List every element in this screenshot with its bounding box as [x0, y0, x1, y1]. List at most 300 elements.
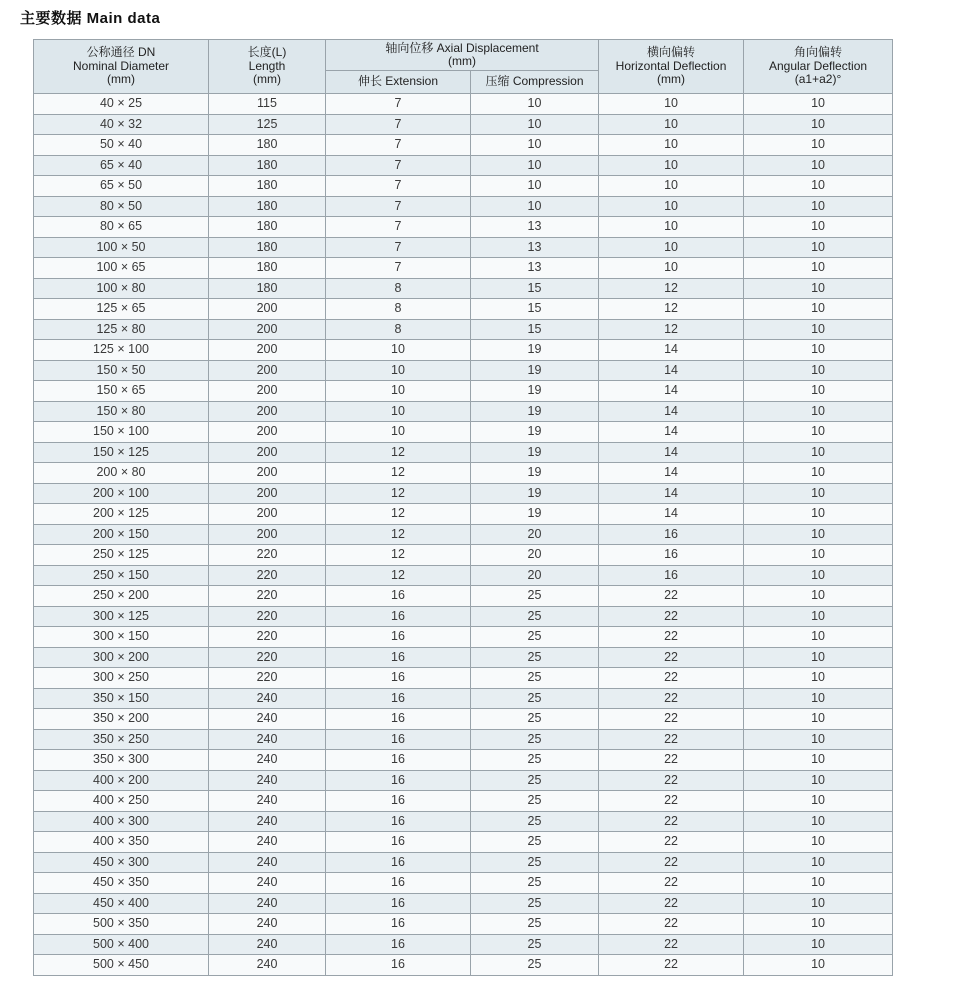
table-cell: 12 [326, 483, 471, 504]
table-row [34, 606, 893, 627]
table-cell: 16 [326, 709, 471, 730]
table-cell: 10 [744, 545, 893, 566]
header-angular-deflection-zh: 角向偏转 [794, 45, 843, 60]
table-cell: 10 [744, 606, 893, 627]
table-cell: 50 × 40 [34, 135, 209, 156]
table-cell: 10 [744, 463, 893, 484]
table-row [34, 258, 893, 279]
table-cell: 22 [599, 832, 744, 853]
table-cell: 19 [471, 463, 599, 484]
table-cell: 240 [209, 934, 326, 955]
table-cell: 22 [599, 873, 744, 894]
table-cell: 25 [471, 934, 599, 955]
table-cell: 25 [471, 750, 599, 771]
table-cell: 400 × 250 [34, 791, 209, 812]
table-cell: 14 [599, 463, 744, 484]
table-cell: 15 [471, 319, 599, 340]
table-cell: 240 [209, 688, 326, 709]
table-cell: 220 [209, 565, 326, 586]
table-row [34, 463, 893, 484]
table-cell: 10 [744, 176, 893, 197]
table-cell: 10 [744, 668, 893, 689]
table-row [34, 196, 893, 217]
table-cell: 7 [326, 94, 471, 115]
table-cell: 10 [744, 914, 893, 935]
header-horizontal-deflection-zh: 横向偏转 [647, 45, 696, 60]
header-axial-displacement-group [326, 40, 599, 71]
header-nominal-diameter-en: Nominal Diameter [72, 58, 170, 73]
table-cell: 220 [209, 586, 326, 607]
table-cell: 65 × 40 [34, 155, 209, 176]
table-cell: 7 [326, 114, 471, 135]
table-cell: 16 [326, 934, 471, 955]
table-cell: 16 [326, 893, 471, 914]
table-cell: 13 [471, 258, 599, 279]
table-row [34, 176, 893, 197]
table-cell: 300 × 150 [34, 627, 209, 648]
header-nominal-diameter-zh: 公称通径 DN [86, 45, 156, 60]
table-cell: 8 [326, 278, 471, 299]
table-row [34, 565, 893, 586]
table-cell: 10 [744, 688, 893, 709]
table-cell: 25 [471, 955, 599, 976]
table-cell: 100 × 65 [34, 258, 209, 279]
table-cell: 10 [599, 258, 744, 279]
table-header [34, 40, 893, 94]
table-cell: 10 [326, 340, 471, 361]
table-cell: 10 [744, 791, 893, 812]
table-cell: 20 [471, 545, 599, 566]
table-cell: 100 × 80 [34, 278, 209, 299]
table-cell: 7 [326, 217, 471, 238]
table-cell: 125 × 65 [34, 299, 209, 320]
table-row [34, 442, 893, 463]
table-cell: 16 [599, 565, 744, 586]
table-cell: 15 [471, 299, 599, 320]
table-cell: 16 [326, 873, 471, 894]
table-row [34, 381, 893, 402]
table-row [34, 934, 893, 955]
table-cell: 22 [599, 914, 744, 935]
table-cell: 200 [209, 299, 326, 320]
table-cell: 10 [471, 176, 599, 197]
header-extension: 伸长 Extension [326, 71, 471, 94]
table-cell: 10 [744, 442, 893, 463]
header-length-zh: 长度(L) [247, 45, 287, 60]
table-cell: 7 [326, 196, 471, 217]
header-angular-deflection-en: Angular Deflection [768, 58, 868, 73]
table-cell: 10 [471, 196, 599, 217]
table-cell: 10 [744, 401, 893, 422]
table-cell: 25 [471, 832, 599, 853]
table-cell: 150 × 125 [34, 442, 209, 463]
table-cell: 10 [599, 114, 744, 135]
table-cell: 10 [744, 381, 893, 402]
table-cell: 250 × 150 [34, 565, 209, 586]
table-cell: 10 [744, 873, 893, 894]
table-cell: 10 [744, 750, 893, 771]
table-row [34, 545, 893, 566]
table-cell: 14 [599, 483, 744, 504]
table-cell: 450 × 400 [34, 893, 209, 914]
table-cell: 22 [599, 955, 744, 976]
table-cell: 10 [744, 524, 893, 545]
table-cell: 19 [471, 401, 599, 422]
table-cell: 16 [599, 545, 744, 566]
table-cell: 125 [209, 114, 326, 135]
table-cell: 10 [744, 729, 893, 750]
header-length [209, 40, 326, 94]
table-cell: 7 [326, 237, 471, 258]
table-cell: 13 [471, 217, 599, 238]
table-cell: 180 [209, 196, 326, 217]
table-cell: 7 [326, 135, 471, 156]
table-cell: 10 [326, 422, 471, 443]
table-cell: 200 [209, 401, 326, 422]
table-cell: 200 [209, 463, 326, 484]
table-cell: 300 × 250 [34, 668, 209, 689]
table-cell: 10 [599, 176, 744, 197]
table-cell: 16 [326, 811, 471, 832]
main-data-table [33, 39, 893, 976]
table-row [34, 647, 893, 668]
table-cell: 220 [209, 627, 326, 648]
table-cell: 16 [326, 688, 471, 709]
table-cell: 13 [471, 237, 599, 258]
header-nominal-diameter [34, 40, 209, 94]
table-cell: 10 [744, 237, 893, 258]
table-cell: 22 [599, 606, 744, 627]
table-cell: 240 [209, 750, 326, 771]
table-row [34, 401, 893, 422]
table-cell: 450 × 350 [34, 873, 209, 894]
table-cell: 12 [326, 524, 471, 545]
table-cell: 10 [599, 196, 744, 217]
table-row [34, 94, 893, 115]
table-cell: 14 [599, 442, 744, 463]
table-cell: 8 [326, 319, 471, 340]
table-cell: 240 [209, 770, 326, 791]
table-cell: 12 [599, 299, 744, 320]
table-cell: 16 [326, 729, 471, 750]
table-cell: 25 [471, 729, 599, 750]
table-row [34, 524, 893, 545]
table-cell: 16 [326, 791, 471, 812]
table-row [34, 811, 893, 832]
table-row [34, 729, 893, 750]
table-cell: 12 [326, 504, 471, 525]
table-cell: 10 [471, 135, 599, 156]
table-cell: 220 [209, 545, 326, 566]
table-cell: 22 [599, 627, 744, 648]
table-cell: 10 [599, 237, 744, 258]
header-axial-displacement-label: 轴向位移 Axial Displacement [385, 40, 539, 55]
table-cell: 25 [471, 811, 599, 832]
table-cell: 400 × 350 [34, 832, 209, 853]
table-cell: 10 [744, 258, 893, 279]
table-cell: 16 [326, 955, 471, 976]
table-cell: 16 [326, 606, 471, 627]
table-cell: 15 [471, 278, 599, 299]
table-row [34, 586, 893, 607]
table-cell: 65 × 50 [34, 176, 209, 197]
table-row [34, 155, 893, 176]
table-cell: 200 × 125 [34, 504, 209, 525]
table-cell: 10 [744, 340, 893, 361]
table-cell: 10 [471, 94, 599, 115]
table-cell: 20 [471, 565, 599, 586]
table-cell: 10 [744, 504, 893, 525]
header-horizontal-deflection [599, 40, 744, 94]
table-row [34, 135, 893, 156]
table-row [34, 360, 893, 381]
table-cell: 10 [326, 401, 471, 422]
table-cell: 10 [744, 278, 893, 299]
table-cell: 22 [599, 750, 744, 771]
table-cell: 125 × 100 [34, 340, 209, 361]
table-cell: 16 [599, 524, 744, 545]
table-cell: 250 × 125 [34, 545, 209, 566]
table-cell: 22 [599, 811, 744, 832]
table-cell: 350 × 300 [34, 750, 209, 771]
table-cell: 22 [599, 893, 744, 914]
table-cell: 500 × 450 [34, 955, 209, 976]
table-cell: 180 [209, 135, 326, 156]
table-cell: 200 × 80 [34, 463, 209, 484]
table-cell: 220 [209, 606, 326, 627]
table-cell: 10 [744, 832, 893, 853]
table-row [34, 627, 893, 648]
table-cell: 19 [471, 483, 599, 504]
table-cell: 7 [326, 176, 471, 197]
table-cell: 350 × 250 [34, 729, 209, 750]
table-cell: 25 [471, 791, 599, 812]
table-row [34, 422, 893, 443]
table-cell: 240 [209, 791, 326, 812]
table-cell: 19 [471, 442, 599, 463]
table-cell: 300 × 125 [34, 606, 209, 627]
header-compression: 压缩 Compression [471, 71, 599, 94]
table-row [34, 688, 893, 709]
table-row [34, 319, 893, 340]
table-cell: 7 [326, 155, 471, 176]
table-cell: 19 [471, 504, 599, 525]
table-cell: 8 [326, 299, 471, 320]
table-cell: 12 [599, 319, 744, 340]
table-cell: 450 × 300 [34, 852, 209, 873]
table-cell: 200 [209, 340, 326, 361]
table-cell: 14 [599, 360, 744, 381]
table-cell: 200 [209, 319, 326, 340]
table-cell: 14 [599, 401, 744, 422]
table-cell: 200 [209, 524, 326, 545]
table-cell: 16 [326, 832, 471, 853]
table-cell: 19 [471, 340, 599, 361]
table-cell: 10 [471, 155, 599, 176]
table-cell: 19 [471, 360, 599, 381]
table-cell: 12 [326, 463, 471, 484]
table-cell: 180 [209, 176, 326, 197]
table-cell: 220 [209, 668, 326, 689]
table-cell: 180 [209, 237, 326, 258]
table-cell: 16 [326, 668, 471, 689]
table-cell: 200 [209, 442, 326, 463]
table-cell: 12 [326, 442, 471, 463]
table-cell: 115 [209, 94, 326, 115]
table-cell: 22 [599, 729, 744, 750]
table-row [34, 770, 893, 791]
table-cell: 500 × 400 [34, 934, 209, 955]
table-cell: 25 [471, 627, 599, 648]
table-cell: 150 × 80 [34, 401, 209, 422]
table-cell: 40 × 25 [34, 94, 209, 115]
table-cell: 10 [744, 135, 893, 156]
table-cell: 150 × 100 [34, 422, 209, 443]
table-cell: 350 × 200 [34, 709, 209, 730]
header-angular-deflection-unit: (a1+a2)° [794, 72, 842, 87]
table-row [34, 709, 893, 730]
table-cell: 240 [209, 873, 326, 894]
table-cell: 200 [209, 360, 326, 381]
table-row [34, 217, 893, 238]
table-cell: 22 [599, 709, 744, 730]
table-cell: 240 [209, 955, 326, 976]
table-cell: 10 [599, 94, 744, 115]
table-cell: 200 [209, 483, 326, 504]
table-cell: 20 [471, 524, 599, 545]
table-cell: 500 × 350 [34, 914, 209, 935]
table-cell: 25 [471, 873, 599, 894]
table-cell: 10 [744, 627, 893, 648]
table-cell: 240 [209, 852, 326, 873]
table-cell: 22 [599, 647, 744, 668]
table-row [34, 852, 893, 873]
table-cell: 150 × 50 [34, 360, 209, 381]
table-cell: 200 × 100 [34, 483, 209, 504]
table-cell: 10 [599, 135, 744, 156]
table-cell: 16 [326, 586, 471, 607]
table-row [34, 278, 893, 299]
table-cell: 10 [744, 483, 893, 504]
header-axial-displacement-unit: (mm) [448, 54, 476, 68]
table-cell: 14 [599, 340, 744, 361]
table-cell: 10 [744, 319, 893, 340]
table-cell: 7 [326, 258, 471, 279]
table-cell: 400 × 300 [34, 811, 209, 832]
table-cell: 22 [599, 668, 744, 689]
table-cell: 12 [326, 545, 471, 566]
table-cell: 10 [744, 955, 893, 976]
table-cell: 14 [599, 422, 744, 443]
table-cell: 240 [209, 832, 326, 853]
table-cell: 16 [326, 914, 471, 935]
table-row [34, 873, 893, 894]
table-cell: 220 [209, 647, 326, 668]
table-cell: 10 [744, 565, 893, 586]
table-cell: 10 [744, 934, 893, 955]
table-cell: 16 [326, 647, 471, 668]
table-row [34, 914, 893, 935]
table-cell: 25 [471, 709, 599, 730]
table-cell: 19 [471, 381, 599, 402]
table-cell: 100 × 50 [34, 237, 209, 258]
table-cell: 22 [599, 852, 744, 873]
table-cell: 10 [744, 94, 893, 115]
table-cell: 180 [209, 278, 326, 299]
table-cell: 22 [599, 586, 744, 607]
table-cell: 16 [326, 627, 471, 648]
page-title: 主要数据 Main data [20, 10, 161, 27]
table-cell: 14 [599, 381, 744, 402]
table-row [34, 955, 893, 976]
table-cell: 10 [599, 155, 744, 176]
table-cell: 10 [471, 114, 599, 135]
table-cell: 25 [471, 668, 599, 689]
table-row [34, 504, 893, 525]
table-cell: 25 [471, 586, 599, 607]
header-angular-deflection [744, 40, 893, 94]
header-horizontal-deflection-en: Horizontal Deflection [615, 58, 727, 73]
table-cell: 16 [326, 852, 471, 873]
table-cell: 10 [744, 360, 893, 381]
table-cell: 200 [209, 504, 326, 525]
table-cell: 200 [209, 422, 326, 443]
table-row [34, 340, 893, 361]
table-cell: 10 [744, 709, 893, 730]
table-row [34, 299, 893, 320]
table-cell: 10 [744, 196, 893, 217]
table-row [34, 483, 893, 504]
table-cell: 200 [209, 381, 326, 402]
table-row [34, 237, 893, 258]
table-cell: 180 [209, 217, 326, 238]
table-cell: 25 [471, 770, 599, 791]
table-cell: 240 [209, 893, 326, 914]
table-row [34, 114, 893, 135]
table-cell: 10 [744, 770, 893, 791]
table-cell: 240 [209, 811, 326, 832]
header-length-unit: (mm) [253, 72, 281, 87]
table-cell: 10 [744, 586, 893, 607]
table-cell: 80 × 65 [34, 217, 209, 238]
table-cell: 180 [209, 258, 326, 279]
table-row [34, 893, 893, 914]
table-cell: 10 [326, 381, 471, 402]
table-cell: 10 [744, 811, 893, 832]
table-cell: 10 [744, 217, 893, 238]
table-cell: 250 × 200 [34, 586, 209, 607]
table-row [34, 750, 893, 771]
table-cell: 10 [744, 299, 893, 320]
table-cell: 240 [209, 729, 326, 750]
table-cell: 180 [209, 155, 326, 176]
table-cell: 22 [599, 688, 744, 709]
table-cell: 25 [471, 606, 599, 627]
header-nominal-diameter-unit: (mm) [107, 72, 135, 87]
table-row [34, 668, 893, 689]
table-cell: 150 × 65 [34, 381, 209, 402]
table-cell: 22 [599, 791, 744, 812]
header-horizontal-deflection-unit: (mm) [657, 72, 685, 87]
table-cell: 80 × 50 [34, 196, 209, 217]
table-row [34, 832, 893, 853]
table-cell: 25 [471, 852, 599, 873]
table-cell: 10 [744, 852, 893, 873]
table-cell: 200 × 150 [34, 524, 209, 545]
table-row [34, 791, 893, 812]
table-cell: 300 × 200 [34, 647, 209, 668]
table-cell: 10 [599, 217, 744, 238]
